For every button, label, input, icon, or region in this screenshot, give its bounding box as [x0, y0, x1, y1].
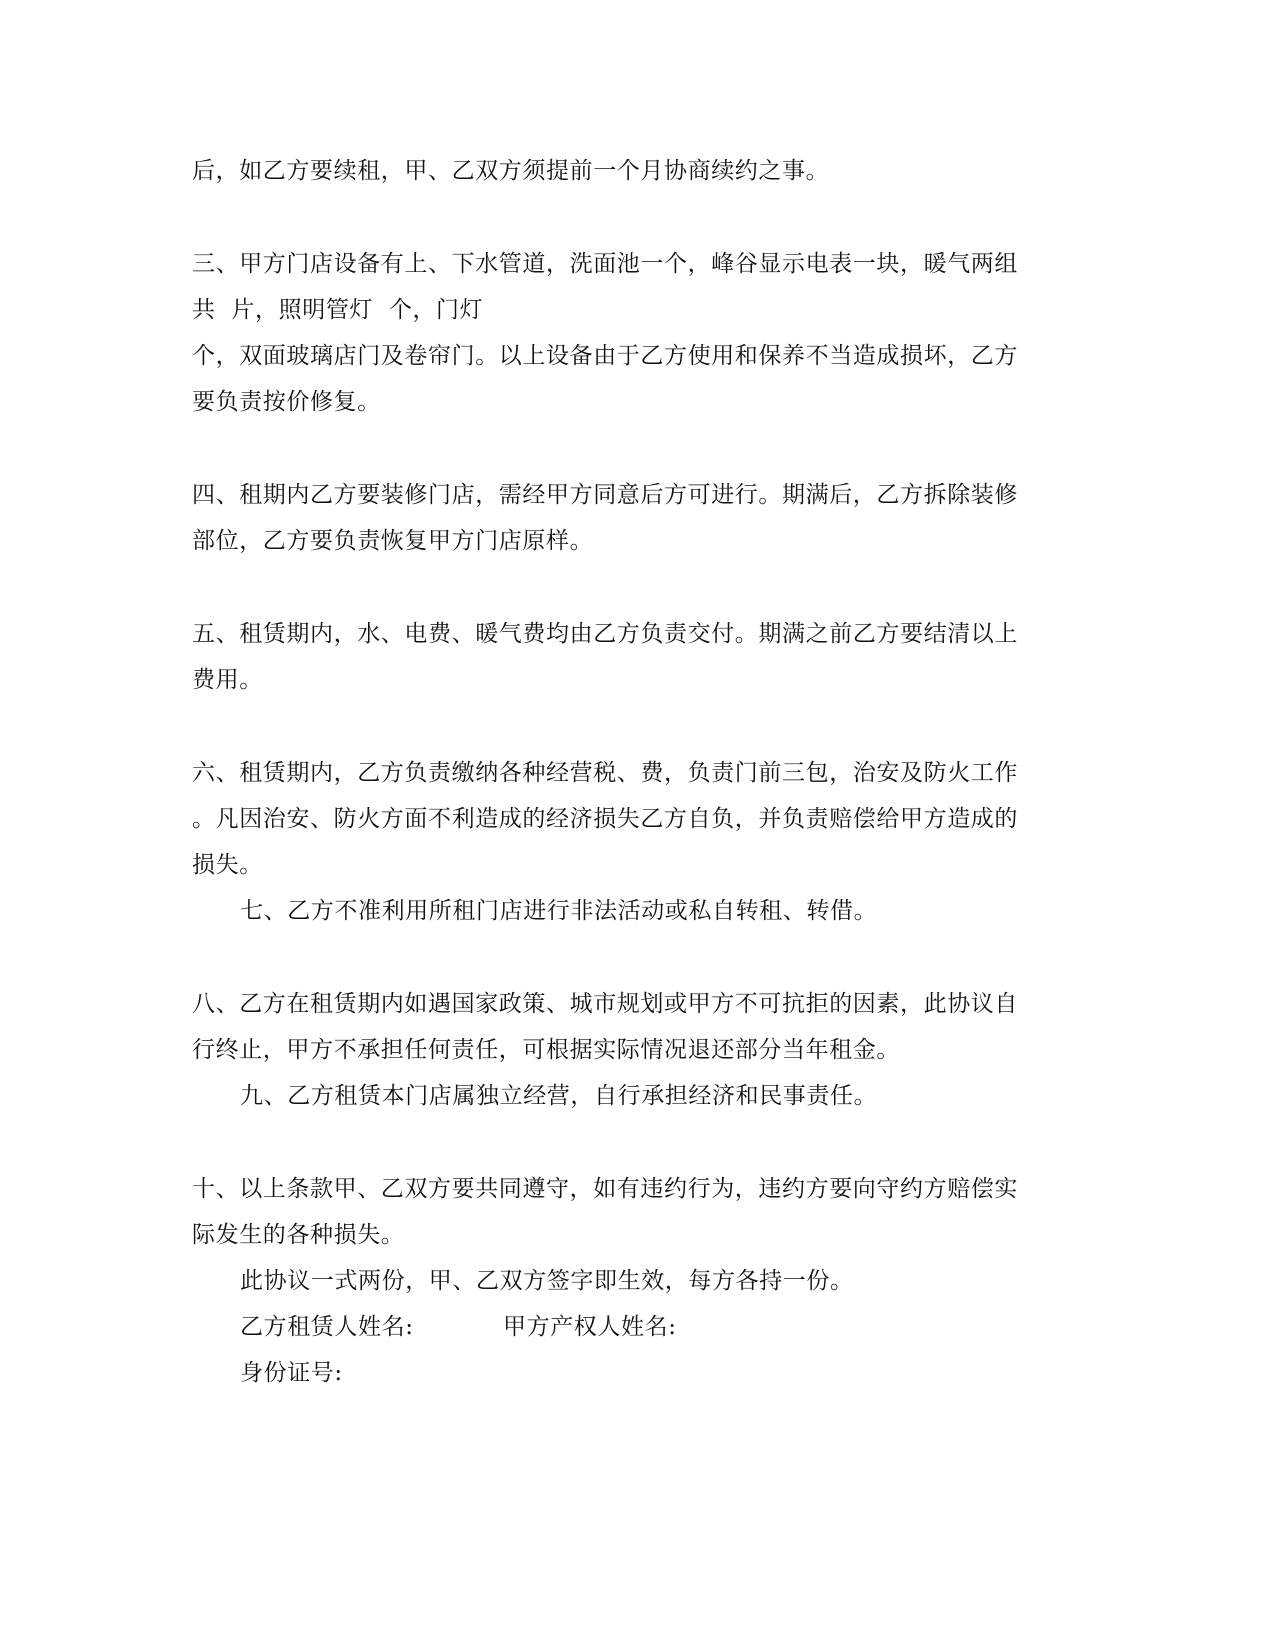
clause-10-line-2: 际发生的各种损失。 — [192, 1222, 405, 1248]
clause-9: 九、乙方租赁本门店属独立经营，自行承担经济和民事责任。 — [240, 1083, 878, 1109]
clause-8-line-1: 八、乙方在租赁期内如遇国家政策、城市规划或甲方不可抗拒的因素，此协议自 — [192, 991, 1018, 1017]
clause-2-tail: 后，如乙方要续租，甲、乙双方须提前一个月协商续约之事。 — [192, 158, 830, 184]
clause-6-line-2: 。凡因治安、防火方面不利造成的经济损失乙方自负，并负责赔偿给甲方造成的 — [192, 806, 1018, 832]
clause-5-line-1: 五、租赁期内，水、电费、暖气费均由乙方负责交付。期满之前乙方要结清以上 — [192, 621, 1018, 647]
clause-3-line-4: 要负责按价修复。 — [192, 389, 381, 415]
clause-7: 七、乙方不准利用所租门店进行非法活动或私自转租、转借。 — [240, 898, 878, 924]
clause-6-line-1: 六、租赁期内，乙方负责缴纳各种经营税、费，负责门前三包，治安及防火工作 — [192, 760, 1018, 786]
clause-3-line-2: 共 片，照明管灯 个，门灯 — [192, 297, 484, 323]
clause-10-line-1: 十、以上条款甲、乙双方要共同遵守，如有违约行为，违约方要向守约方赔偿实 — [192, 1176, 1018, 1202]
clause-8-line-2: 行终止，甲方不承担任何责任，可根据实际情况退还部分当年租金。 — [192, 1037, 900, 1063]
clause-4-line-1: 四、租期内乙方要装修门店，需经甲方同意后方可进行。期满后，乙方拆除装修 — [192, 482, 1018, 508]
clause-4-line-2: 部位，乙方要负责恢复甲方门店原样。 — [192, 528, 594, 554]
lessee-name-label: 乙方租赁人姓名: — [240, 1314, 414, 1340]
id-number-label: 身份证号: — [240, 1360, 343, 1386]
clause-3-line-1: 三、甲方门店设备有上、下水管道，洗面池一个，峰谷显示电表一块，暖气两组 — [192, 251, 1018, 277]
clause-6-line-3: 损失。 — [192, 852, 263, 878]
copies-note: 此协议一式两份，甲、乙双方签字即生效，每方各持一份。 — [240, 1268, 854, 1294]
owner-name-label: 甲方产权人姓名: — [503, 1314, 677, 1340]
clause-5-line-2: 费用。 — [192, 667, 263, 693]
clause-3-line-3: 个，双面玻璃店门及卷帘门。以上设备由于乙方使用和保养不当造成损坏，乙方 — [192, 343, 1018, 369]
